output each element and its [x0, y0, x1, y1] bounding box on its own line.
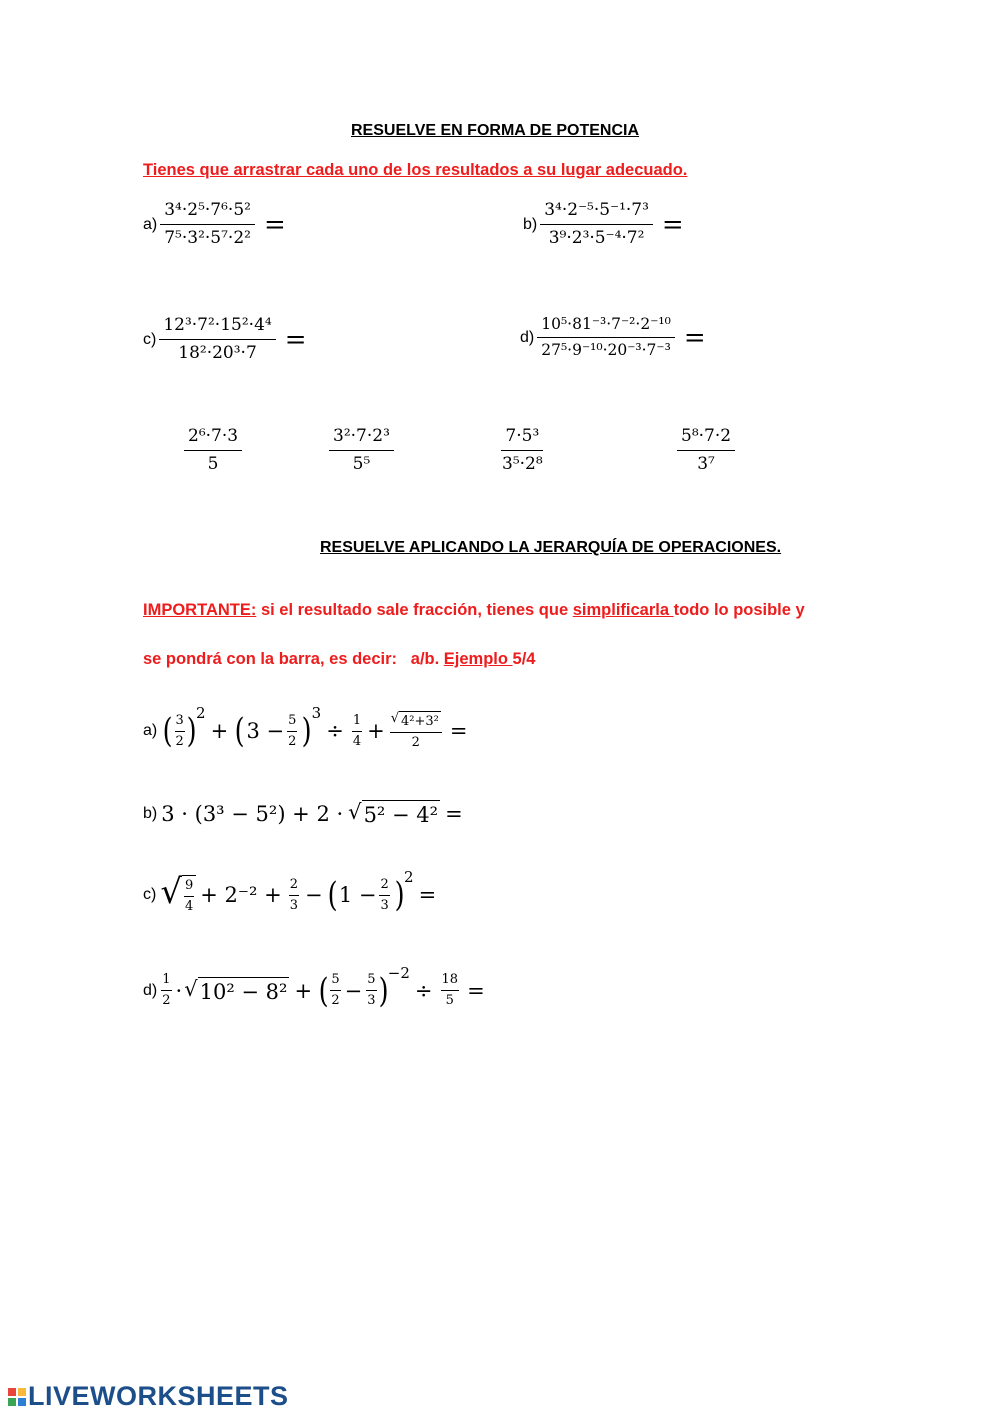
equals-sign: =	[449, 719, 468, 744]
problem-fraction	[160, 200, 255, 250]
denominator: 3⁹·2³·5⁻⁴·7²	[548, 228, 645, 249]
numerator: 2	[379, 877, 389, 896]
important-line-2	[143, 650, 535, 669]
numerator: 5⁸·7·2	[677, 426, 735, 451]
important-line-1	[143, 601, 805, 620]
numerator: 5	[330, 972, 340, 991]
radical-sign: √	[160, 872, 182, 912]
denominator: 2	[175, 733, 184, 749]
section2-title: RESUELVE APLICANDO LA JERARQUÍA DE OPERACIONES.	[320, 539, 782, 556]
denominator: 2	[331, 993, 340, 1009]
problem-fraction	[540, 200, 653, 250]
fraction	[366, 972, 376, 1010]
open-paren: (	[234, 711, 245, 752]
answer-fraction[interactable]	[184, 426, 242, 476]
answer-card-2[interactable]	[326, 426, 397, 476]
fraction	[390, 711, 442, 752]
exponent: −2	[387, 963, 410, 982]
numerator: 12³·7²·15²·4⁴	[159, 315, 275, 340]
liveworksheets-logo[interactable]	[8, 1381, 289, 1412]
problem-label: a)	[143, 215, 158, 233]
numerator: 10⁵·81⁻³·7⁻²·2⁻¹⁰	[537, 315, 675, 338]
radical-sign: √	[184, 977, 198, 1002]
numerator: 3²·7·2³	[329, 426, 394, 451]
numerator: 2⁶·7·3	[184, 426, 242, 451]
fraction	[161, 972, 171, 1010]
simplify-word: simplificarla	[572, 601, 674, 619]
close-paren: )	[186, 711, 197, 752]
fraction	[184, 878, 194, 916]
numerator: 1	[161, 972, 171, 991]
square-root	[184, 977, 289, 1004]
numerator: 5	[287, 713, 297, 732]
exponent: 2	[196, 704, 206, 723]
answer-fraction[interactable]	[677, 426, 735, 476]
plus-sign: +	[367, 719, 385, 744]
equals-sign: =	[418, 883, 437, 908]
instruction-text: Tienes que arrastrar cada uno de los resultados a su lugar adecuado.	[143, 161, 688, 179]
divide-sign: ÷	[326, 719, 344, 744]
example-value: 5/4	[512, 650, 536, 668]
logo-block	[18, 1388, 26, 1396]
radicand: 5² − 4²	[362, 800, 441, 827]
close-paren: )	[378, 970, 389, 1011]
denominator: 27⁵·9⁻¹⁰·20⁻³·7⁻³	[541, 341, 671, 360]
dot-operator: ·	[175, 978, 183, 1003]
equals-sign: =	[683, 322, 706, 353]
numerator: 3	[175, 713, 185, 732]
fraction	[330, 972, 340, 1010]
denominator: 3⁷	[697, 454, 715, 475]
important-label: IMPORTANTE:	[143, 601, 257, 619]
expr-part: + 2⁻² +	[200, 883, 282, 908]
problem-label: c)	[143, 886, 157, 904]
expr-part: 1 −	[338, 883, 377, 908]
problem-fraction	[537, 315, 675, 361]
equals-sign: =	[284, 324, 307, 355]
answer-fraction[interactable]	[498, 426, 547, 476]
numerator: 7·5³	[501, 426, 543, 451]
answer-card-4[interactable]	[674, 426, 738, 476]
exponent: 2	[404, 868, 414, 887]
fraction	[289, 877, 299, 915]
numerator: 3⁴·2⁵·7⁶·5²	[160, 200, 255, 225]
important-text: si el resultado sale fracción, tienes que	[256, 601, 573, 619]
open-paren: (	[327, 875, 338, 916]
denominator: 2	[288, 733, 297, 749]
section1-instruction	[143, 161, 687, 180]
denominator: 2	[162, 993, 171, 1009]
important-text-end: todo lo posible y	[673, 601, 805, 619]
logo-blocks-icon	[8, 1388, 26, 1406]
numerator: 5	[366, 972, 376, 991]
numerator: 9	[184, 878, 194, 897]
logo-text: LIVEWORKSHEETS	[28, 1381, 289, 1411]
radicand	[182, 875, 196, 916]
open-paren: (	[162, 711, 173, 752]
square-root	[160, 872, 196, 916]
problem-label: d)	[143, 981, 158, 999]
section1-title: RESUELVE EN FORMA DE POTENCIA	[351, 122, 640, 139]
problem-label: b)	[523, 215, 538, 233]
answer-card-3[interactable]	[495, 426, 550, 476]
expr-part: 3 −	[246, 719, 285, 744]
power-problem-a	[143, 200, 286, 250]
answer-fraction[interactable]	[329, 426, 394, 476]
equals-sign: =	[445, 801, 463, 826]
equals-sign: =	[661, 209, 684, 240]
close-paren: )	[302, 711, 312, 752]
numerator: 3⁴·2⁻⁵·5⁻¹·7³	[540, 200, 653, 225]
fraction	[352, 713, 362, 751]
square-root	[348, 800, 440, 827]
denominator: 4	[352, 733, 362, 749]
denominator: 3⁵·2⁸	[502, 454, 543, 475]
numerator: 2	[289, 877, 299, 896]
denominator: 2	[411, 735, 420, 751]
exponent: 3	[311, 704, 322, 723]
radical-sign: √	[348, 800, 362, 824]
fraction	[441, 972, 460, 1010]
fraction	[175, 713, 185, 751]
minus-sign: −	[304, 883, 323, 908]
problem-fraction	[159, 315, 275, 365]
denominator: 3	[380, 897, 389, 913]
problem-label: b)	[143, 804, 158, 822]
radicand: 10² − 8²	[198, 977, 290, 1004]
problem-label: c)	[143, 330, 157, 348]
equals-sign: =	[467, 978, 485, 1003]
power-problem-b	[523, 200, 684, 250]
expr-part: 3 · (3³ − 5²) + 2 ·	[161, 801, 344, 826]
power-problem-c	[143, 315, 307, 365]
plus-sign: +	[294, 978, 313, 1003]
minus-sign: −	[344, 978, 363, 1003]
fraction	[379, 877, 389, 915]
fraction	[287, 713, 297, 751]
hierarchy-problem-d	[143, 963, 490, 1011]
hierarchy-problem-a	[143, 704, 472, 752]
denominator: 5⁵	[352, 454, 371, 475]
example-word: Ejemplo	[443, 650, 513, 668]
line2-text: se pondrá con la barra, es decir: a/b.	[143, 650, 444, 668]
denominator: 4	[185, 899, 194, 915]
numerator: 18	[441, 972, 460, 991]
denominator: 7⁵·3²·5⁷·2²	[164, 228, 251, 249]
logo-block	[8, 1388, 16, 1396]
numerator	[390, 711, 442, 733]
equals-sign: =	[263, 209, 286, 240]
numerator: 1	[352, 713, 362, 732]
denominator: 5	[445, 993, 454, 1009]
power-problem-d	[520, 315, 706, 361]
problem-label: d)	[520, 328, 535, 346]
denominator: 18²·20³·7	[178, 343, 257, 364]
square-root	[391, 711, 441, 730]
plus-sign: +	[210, 719, 229, 744]
denominator: 3	[289, 897, 298, 913]
logo-block	[8, 1398, 16, 1406]
radicand: 4²+3²	[399, 711, 441, 730]
logo-block	[18, 1398, 26, 1406]
divide-sign: ÷	[414, 978, 433, 1003]
open-paren: (	[318, 970, 329, 1011]
hierarchy-problem-c	[143, 868, 441, 916]
answer-card-1[interactable]	[181, 426, 245, 476]
radical-sign: √	[390, 711, 399, 726]
close-paren: )	[394, 875, 405, 916]
hierarchy-problem-b	[143, 800, 468, 827]
denominator: 3	[367, 993, 376, 1009]
denominator: 5	[207, 454, 219, 475]
problem-label: a)	[143, 722, 158, 740]
